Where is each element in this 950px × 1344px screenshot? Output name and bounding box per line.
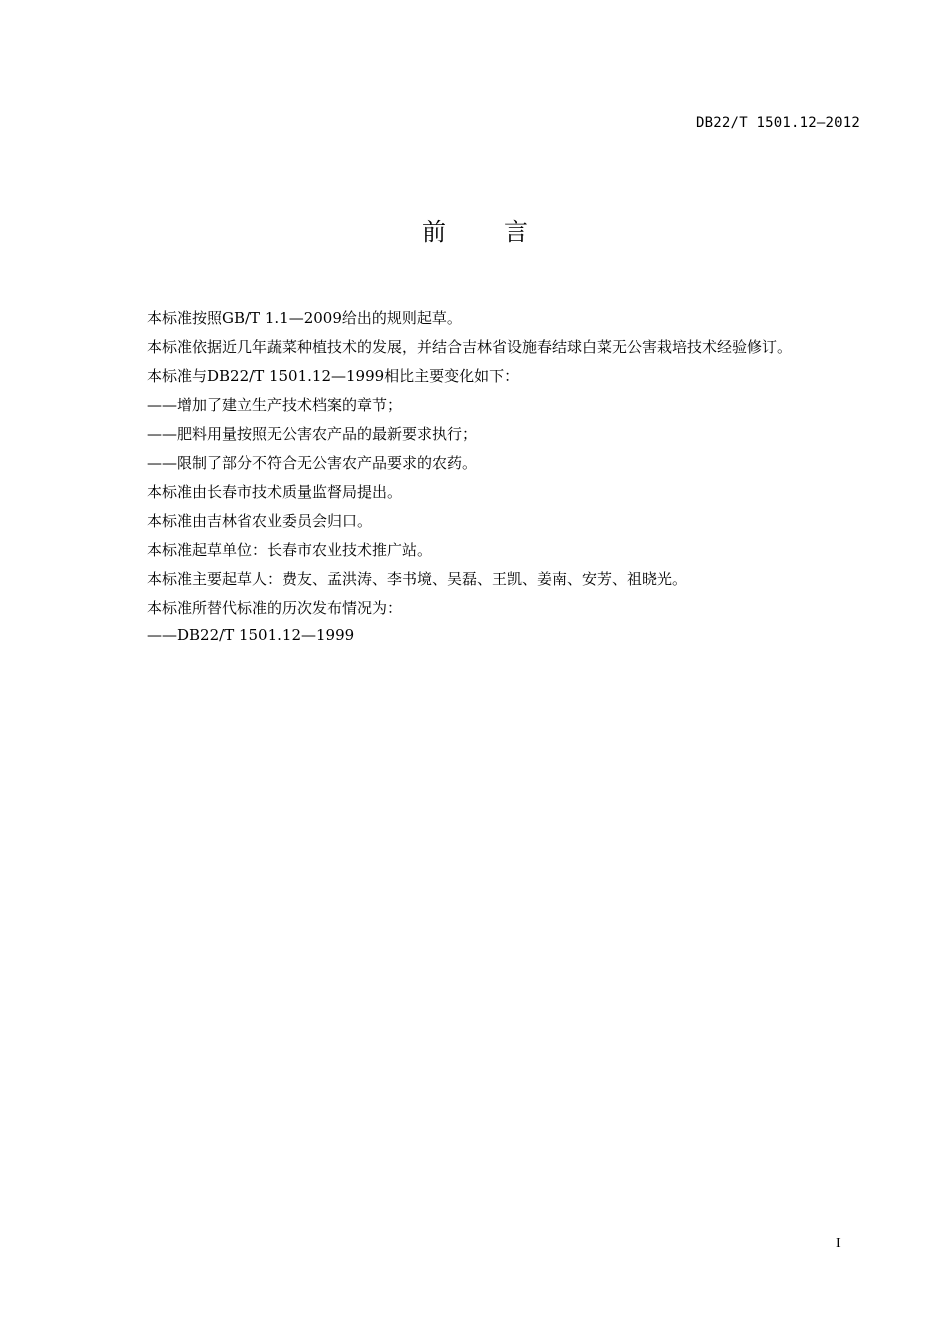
list-item-change: ——增加了建立生产技术档案的章节； [147,396,403,414]
paragraph-drafters: 本标准主要起草人：费友、孟洪涛、李书境、吴磊、王凯、姜南、安芳、祖晓光。 [147,570,688,588]
paragraph-drafting-rules: 本标准按照GB/T 1.1—2009给出的规则起草。 [147,309,462,327]
paragraph-administrator: 本标准由吉林省农业委员会归口。 [147,512,373,530]
paragraph-changes-intro: 本标准与DB22/T 1501.12—1999相比主要变化如下： [147,367,520,385]
paragraph-history-intro: 本标准所替代标准的历次发布情况为： [147,599,403,617]
foreword-body [147,304,867,645]
list-item-change: ——限制了部分不符合无公害农产品要求的农药。 [147,454,478,472]
list-item-history: ——DB22/T 1501.12—1999 [147,626,355,644]
paragraph-drafting-unit: 本标准起草单位：长春市农业技术推广站。 [147,541,433,559]
page-number: I [836,1236,841,1251]
page-title: 前言 [422,218,586,246]
paragraph-revision-basis: 本标准依据近几年蔬菜种植技术的发展，并结合吉林省设施春结球白菜无公害栽培技术经验修订。 [147,338,793,356]
document-number: DB22/T 1501.12—2012 [696,115,860,131]
list-item-change: ——肥料用量按照无公害农产品的最新要求执行； [147,425,478,443]
paragraph-proposer: 本标准由长春市技术质量监督局提出。 [147,483,403,501]
